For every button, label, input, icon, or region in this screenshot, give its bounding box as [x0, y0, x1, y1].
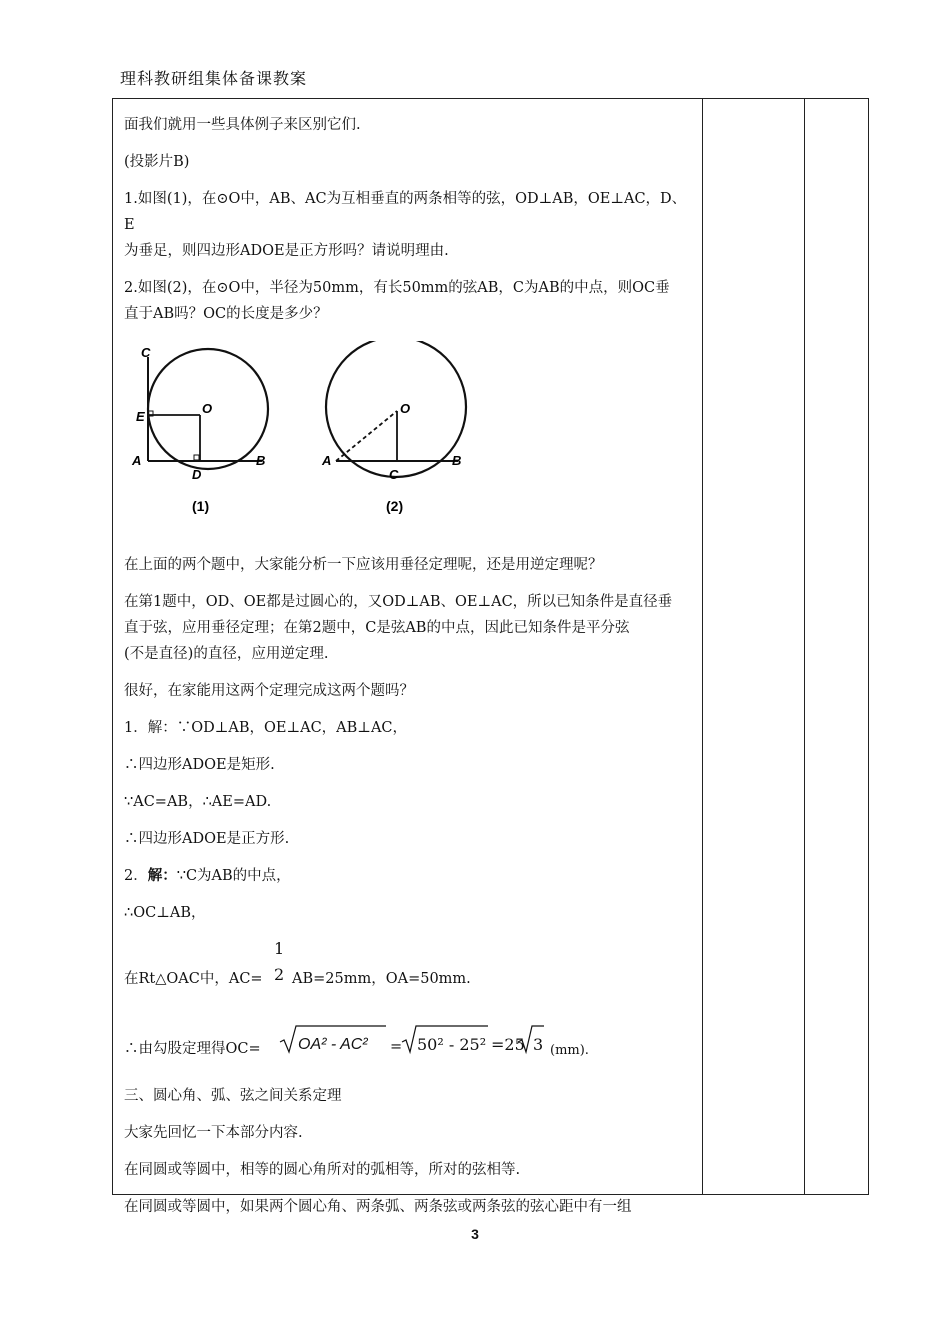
label-d-1: D: [192, 467, 202, 482]
section-3-line-2: 在同圆或等圆中，相等的圆心角所对的弧相等，所对的弦相等.: [124, 1162, 521, 1178]
section-3-heading: 三、圆心角、弧、弦之间关系定理: [124, 1088, 342, 1104]
figures-svg: [124, 341, 484, 521]
figure-2: [321, 341, 466, 514]
label-e-1: E: [136, 409, 145, 424]
prompt-line: 很好，在家能用这两个定理完成这两个题吗？: [124, 683, 414, 699]
equals-1: =: [390, 1039, 403, 1055]
circle-2: [326, 341, 466, 477]
section-3-line-1: 大家先回忆一下本部分内容.: [124, 1125, 303, 1141]
lesson-content: [124, 112, 696, 1220]
analysis-question: 在上面的两个题中，大家能分析一下应该用垂径定理呢，还是用逆定理呢？: [124, 557, 603, 573]
solution-2-line-1: [124, 863, 696, 889]
radicand-1: OA² - AC²: [298, 1036, 368, 1053]
fraction-line-prefix: 在Rt△OAC中，AC=: [124, 971, 263, 987]
solution-2-bold-label: 解：: [147, 867, 177, 884]
analysis-line-2: 直于弦，应用垂径定理；在第2题中，C是弦AB的中点，因此已知条件是平分弦: [124, 620, 630, 636]
unit-mm: (mm).: [550, 1043, 589, 1058]
radicand-3: 3: [533, 1035, 544, 1054]
radicand-2: 50² - 25²: [417, 1035, 487, 1054]
figure-1: [131, 345, 268, 514]
pythagoras-line: [124, 1022, 696, 1072]
figure-1-caption: (1): [192, 498, 210, 514]
label-b-1: B: [256, 453, 266, 468]
label-c-1: C: [141, 345, 151, 360]
fraction-line-suffix: AB=25mm，OA=50mm.: [292, 971, 471, 987]
fraction-denominator: 2: [274, 965, 285, 984]
solution-1-line-3: ∵AC=AB，∴AE=AD.: [124, 794, 272, 810]
page-number: 3: [471, 1226, 479, 1242]
analysis-line-1: 在第1题中，OD、OE都是过圆心的，又OD⊥AB、OE⊥AC，所以已知条件是直径垂: [124, 594, 673, 610]
label-o-1: O: [202, 401, 213, 416]
text-line: (投影片B): [124, 154, 190, 170]
question-2-line-1: 2.如图(2)，在⊙O中，半径为50mm，有长50mm的弦AB，C为AB的中点，则OC垂: [124, 280, 670, 296]
question-1-line-1: 1.如图(1)，在⊙O中，AB、AC为互相垂直的两条相等的弦，OD⊥AB，OE⊥AC，D、E: [124, 191, 687, 233]
fraction-numerator: 1: [274, 939, 285, 958]
page-header-title: 理科教研组集体备课教案: [120, 69, 308, 88]
solution-2-text: ∵C为AB的中点，: [176, 868, 291, 884]
solution-2-line-2: ∴OC⊥AB，: [124, 905, 206, 921]
solution-2-fraction-line: [124, 934, 696, 1000]
geometry-figures: [124, 341, 696, 541]
figure-2-caption: (2): [386, 498, 404, 514]
label-a-1: A: [132, 453, 142, 468]
question-1-line-2: 为垂足，则四边形ADOE是正方形吗？请说明理由.: [124, 243, 449, 259]
solution-1-line-1: 1．解：∵OD⊥AB，OE⊥AC，AB⊥AC，: [124, 720, 408, 736]
label-o-2: O: [400, 401, 411, 416]
label-c-2: C: [389, 467, 399, 482]
text-line: 面我们就用一些具体例子来区别它们.: [124, 117, 361, 133]
label-b-2: B: [452, 453, 462, 468]
solution-1-line-2: ∴四边形ADOE是矩形.: [124, 757, 275, 773]
pythagoras-prefix: ∴由勾股定理得OC=: [124, 1041, 261, 1057]
solution-1-line-4: ∴四边形ADOE是正方形.: [124, 831, 290, 847]
column-divider-1: [702, 99, 703, 1194]
section-3-line-3: 在同圆或等圆中，如果两个圆心角、两条弧、两条弦或两条弦的弦心距中有一组: [124, 1199, 632, 1215]
label-a-2: A: [322, 453, 332, 468]
equals-result: =25: [491, 1035, 525, 1054]
analysis-line-3: (不是直径)的直径，应用逆定理.: [124, 646, 329, 662]
right-angle-mark-d: [194, 455, 199, 460]
question-2-line-2: 直于AB吗？OC的长度是多少？: [124, 306, 328, 322]
column-divider-2: [804, 99, 805, 1194]
solution-2-number: 2．: [124, 868, 148, 884]
